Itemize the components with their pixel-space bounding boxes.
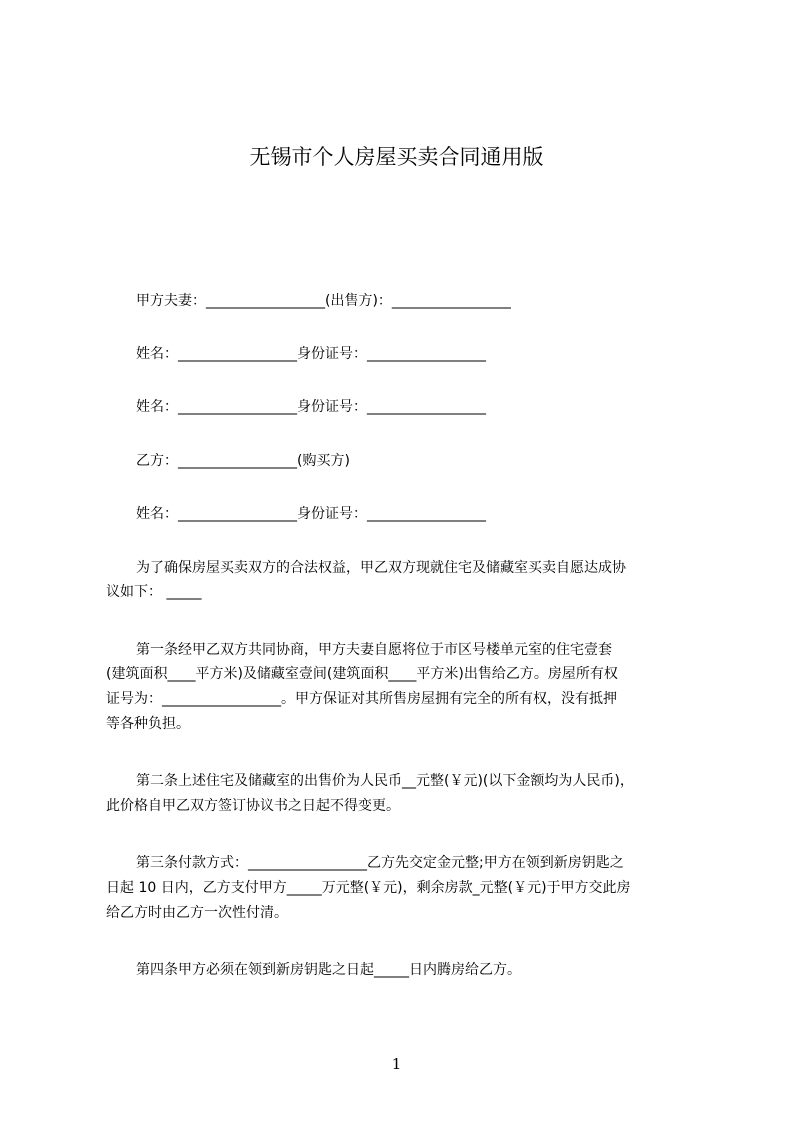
article-1-line-3: 证号为：_________________。甲方保证对其所售房屋拥有完全的所有权，没有抵押 bbox=[106, 691, 617, 707]
article-3-line-3: 给乙方时由乙方一次性付清。 bbox=[106, 905, 288, 921]
party-a-name-line-2: 姓名：_________________身份证号：_________________ bbox=[136, 399, 486, 415]
article-3-line-2: 日起 10 日内，乙方支付甲方_____万元整(￥元)，剩余房款_元整(￥元)于甲方交此房 bbox=[106, 880, 631, 896]
preamble-line-2: 议如下： _____ bbox=[106, 584, 202, 600]
page-number: 1 bbox=[391, 1055, 402, 1073]
document-title: 无锡市个人房屋买卖合同通用版 bbox=[249, 145, 544, 169]
article-3-line-1: 第三条付款方式：_________________乙方先交定金元整;甲方在领到新房钥匙之 bbox=[136, 855, 624, 871]
party-b-line: 乙方：_________________(购买方) bbox=[136, 453, 350, 469]
party-b-name-line: 姓名：_________________身份证号：_________________ bbox=[136, 506, 486, 522]
party-a-name-line-1: 姓名：_________________身份证号：_________________ bbox=[136, 346, 486, 362]
article-1-line-4: 等各种负担。 bbox=[106, 716, 190, 732]
article-4-line-1: 第四条甲方必须在领到新房钥匙之日起_____日内腾房给乙方。 bbox=[136, 962, 521, 978]
article-2-line-1: 第二条上述住宅及储藏室的出售价为人民币__元整(￥元)(以下金额均为人民币)， bbox=[136, 773, 634, 789]
article-1-line-2: (建筑面积____平方米)及储藏室壹间(建筑面积____平方米)出售给乙方。房屋所有权 bbox=[106, 666, 618, 682]
party-a-couple-line: 甲方夫妻：_________________(出售方)：_________________ bbox=[136, 293, 511, 309]
article-2-line-2: 此价格自甲乙双方签订协议书之日起不得变更。 bbox=[106, 798, 400, 814]
article-1-line-1: 第一条经甲乙双方共同协商，甲方夫妻自愿将位于市区号楼单元室的住宅壹套 bbox=[136, 642, 612, 658]
preamble-line-1: 为了确保房屋买卖双方的合法权益，甲乙双方现就住宅及储藏室买卖自愿达成协 bbox=[136, 560, 626, 576]
